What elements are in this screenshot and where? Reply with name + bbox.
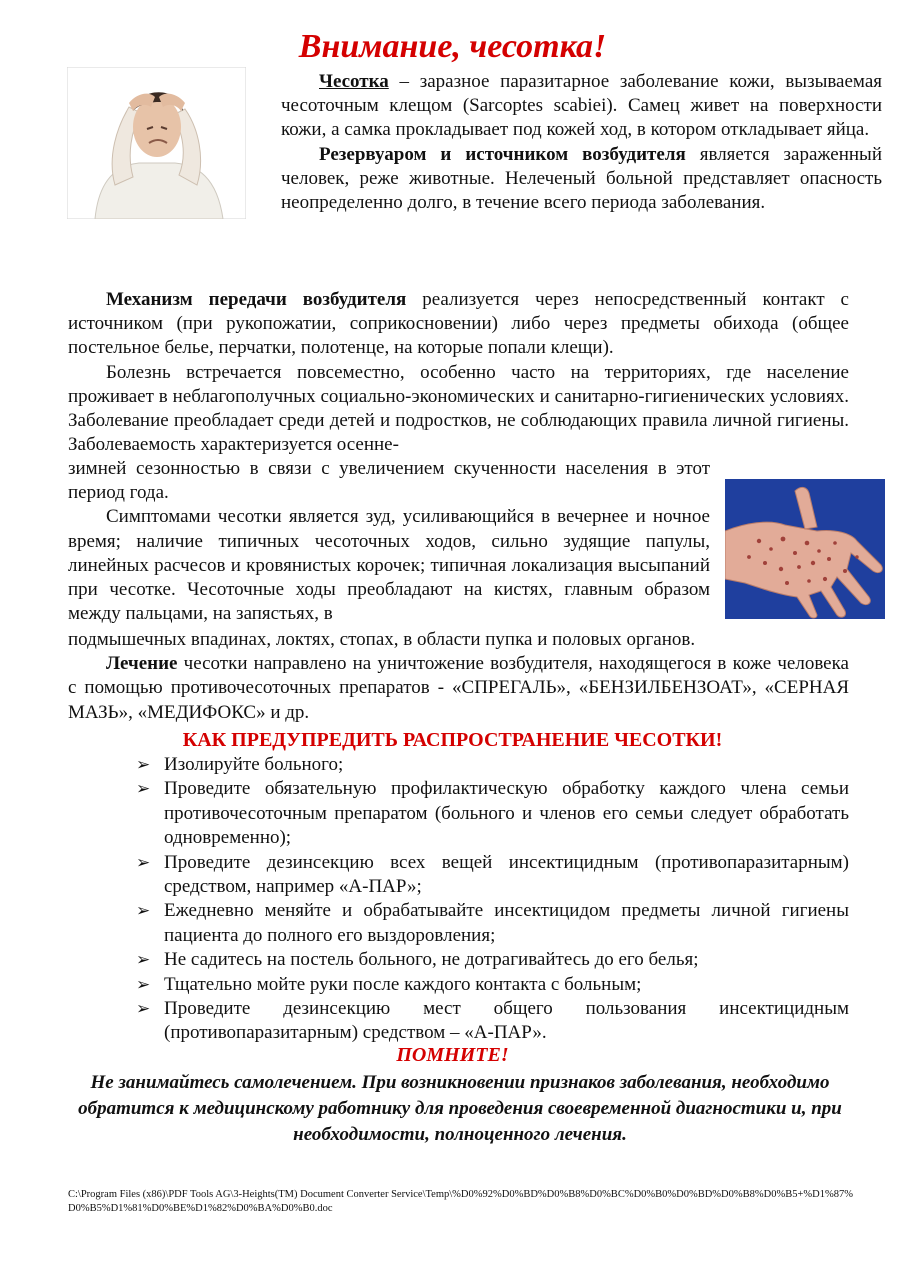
symptoms-paragraph: Симптомами чесотки является зуд, усиливающийся в вечернее и ночное время; наличие типичных чесоточных ходов, сильно зудящие папулы, линейных расчесов и кровянистых корочек; типичная локализация высыпаний при чесотке. Чесоточные ходы преобладают на кистях, главным образом между пальцами, на запястьях, в — [68, 506, 710, 625]
intro-text-1: – заразное паразитарное заболевание кожи, вызываемая чесоточным клещом (Sarcoptes scabiei). Самец живет на поверхности кожи, а самка прокладывает под кожей ход, в котором откладывает яйца. — [281, 71, 882, 141]
prevention-item-text: Ежедневно меняйте и обрабатывайте инсектицидом предметы личной гигиены пациента до полного его выздоровления; — [164, 900, 849, 946]
arrow-bullet-icon: ➢ — [136, 999, 151, 1019]
symptoms-block — [68, 457, 710, 626]
symptoms-tail: подмышечных впадинах, локтях, стопах, в области пупка и половых органов. — [68, 629, 696, 650]
prevention-item — [136, 899, 849, 948]
remember-heading: ПОМНИТЕ! — [396, 1044, 509, 1066]
scratching-man-photo — [67, 67, 246, 219]
mechanism-paragraph — [68, 288, 849, 361]
intro-paragraph-2 — [281, 143, 882, 216]
intro-text-2: является зараженный человек, реже животные. Нелеченый больной представляет опасность неопределенно долго, в течение всего периода заболевания. — [281, 143, 882, 214]
prevention-list — [136, 753, 849, 1046]
treatment-text: чесотки направлено на уничтожение возбудителя, находящегося в коже человека с помощью противочесоточных препаратов - «СПРЕГАЛЬ», «БЕНЗИЛБЕНЗОАТ», «СЕРНАЯ МАЗЬ», «МЕДИФОКС» и др. — [68, 653, 849, 723]
intro-block — [281, 70, 882, 215]
arrow-bullet-icon: ➢ — [136, 901, 151, 921]
prevention-item-text: Проведите обязательную профилактическую обработку каждого члена семьи противочесоточным препаратом (больного и членов его семьи следует обработать одновременно); — [164, 778, 849, 849]
mechanism-text: реализуется через непосредственный контакт с источником (при рукопожатии, соприкосновении) либо через предметы обихода (общее постельное белье, перчатки, полотенце, на которые попали клещи). — [68, 289, 849, 359]
prevention-item — [136, 997, 849, 1046]
prevention-item — [136, 851, 849, 900]
prevention-item — [136, 948, 849, 972]
intro-term: Чесотка — [319, 71, 389, 92]
footer-file-path: C:\Program Files (x86)\PDF Tools AG\3-Heights(TM) Document Converter Service\Temp\%D0%92%D0%BD%D0%B8%D0%BC%D0%B0%D0%BD%D0%B8%D0%B5+%D1%87%D0%B5%D1%81%D0%BE%D1%82%D0%BA%D0%B0.doc — [68, 1189, 853, 1214]
prevention-item — [136, 973, 849, 997]
treatment-block — [68, 628, 849, 725]
arrow-bullet-icon: ➢ — [136, 852, 151, 872]
arrow-bullet-icon: ➢ — [136, 779, 151, 799]
prevention-item-text: Тщательно мойте руки после каждого контакта с больным; — [164, 973, 642, 995]
hand-rash-photo — [725, 479, 885, 619]
treatment-paragraph — [68, 652, 849, 725]
prevention-item — [136, 777, 849, 850]
treatment-bold: Лечение — [106, 653, 178, 675]
prevention-item-text: Изолируйте больного; — [164, 754, 344, 775]
prevention-heading: КАК ПРЕДУПРЕДИТЬ РАСПРОСТРАНЕНИЕ ЧЕСОТКИ! — [182, 729, 723, 751]
spread-tail: зимней сезонностью в связи с увеличением скученности населения в этот период года. — [68, 458, 710, 504]
closing-note: Не занимайтесь самолечением. При возникновении признаков заболевания, необходимо обратится к медицинскому работнику для проведения своевременной диагностики и, при необходимости, полноценного лечения. — [78, 1072, 842, 1145]
prevention-item-text: Проведите дезинсекцию всех вещей инсектицидным (противопаразитарным) средством, например «А-ПАР»; — [164, 851, 849, 898]
arrow-bullet-icon: ➢ — [136, 755, 151, 774]
mechanism-bold: Механизм передачи возбудителя — [106, 289, 407, 310]
intro-bold-2: Резервуаром и источником возбудителя — [319, 143, 686, 165]
prevention-item-text: Не садитесь на постель больного, не дотрагивайтесь до его белья; — [164, 949, 699, 971]
mechanism-block — [68, 288, 849, 457]
prevention-item-text: Проведите дезинсекцию мест общего пользования инсектицидным (противопаразитарным) средством – «А-ПАР». — [164, 998, 849, 1044]
spread-paragraph: Болезнь встречается повсеместно, особенно часто на территориях, где население проживает в неблагополучных социально-экономических и санитарно-гигиенических условиях. Заболевание преобладает среди детей и подростков, не соблюдающих правила личной гигиены. Заболеваемость характеризуется осенне- — [68, 361, 849, 456]
intro-paragraph-1 — [281, 70, 882, 143]
prevention-item — [136, 753, 849, 777]
page-title: Внимание, чесотка! — [298, 28, 607, 65]
arrow-bullet-icon: ➢ — [136, 974, 151, 994]
arrow-bullet-icon: ➢ — [136, 950, 151, 970]
